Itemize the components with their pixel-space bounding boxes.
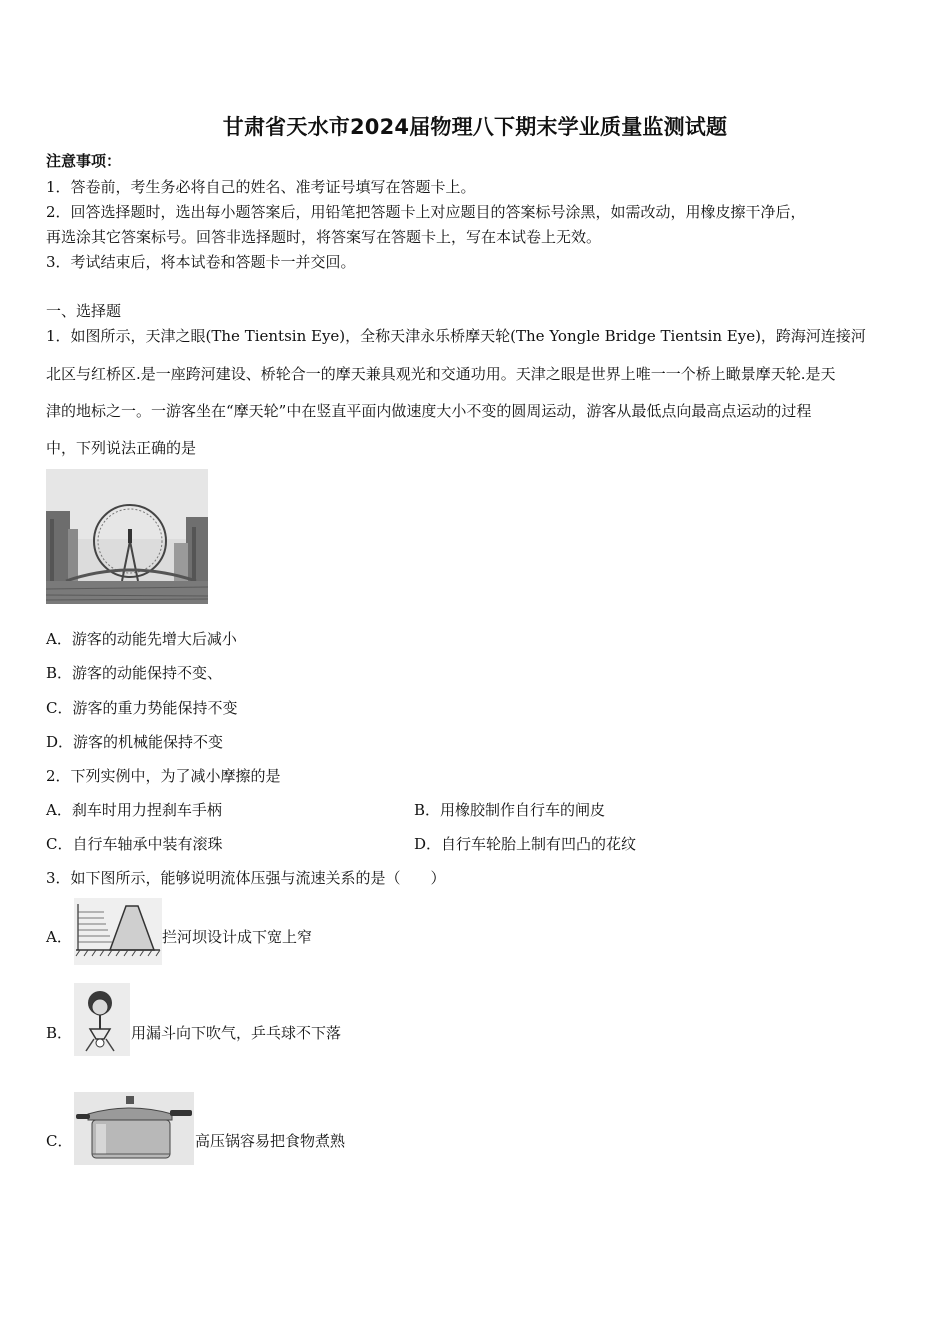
question-3-option-a-text: 拦河坝设计成下宽上窄: [162, 928, 313, 946]
tianjin-eye-photo: [46, 469, 208, 604]
question-3-option-c-text: 高压锅容易把食物煮熟: [195, 1132, 346, 1150]
question-3-option-b-text: 用漏斗向下吹气，乒乓球不下落: [131, 1024, 342, 1042]
question-3-option-c-label: C．: [46, 1132, 73, 1150]
question-2-option-d: D．自行车轮胎上制有凹凸的花纹: [414, 835, 637, 853]
question-2-option-b: B．用橡胶制作自行车的闸皮: [414, 801, 606, 819]
pressure-cooker-image: [74, 1092, 194, 1165]
question-1-line: 1．如图所示，天津之眼(The Tientsin Eye)，全称天津永乐桥摩天轮(The Yongle Bridge Tientsin Eye)，跨海河连接河: [46, 327, 866, 345]
notice-item: 再选涂其它答案标号。回答非选择题时，将答案写在答题卡上，写在本试卷上无效。: [46, 228, 602, 246]
question-1-option-c: C．游客的重力势能保持不变: [46, 699, 238, 717]
notice-heading: 注意事项：: [46, 152, 122, 170]
question-1-line: 津的地标之一。一游客坐在“摩天轮”中在竖直平面内做速度大小不变的圆周运动，游客从最低点向最高点运动的过程: [46, 402, 812, 420]
question-1-option-b: B．游客的动能保持不变、: [46, 664, 223, 682]
question-2-stem: 2．下列实例中，为了减小摩擦的是: [46, 767, 281, 785]
question-3-option-b-label: B．: [46, 1024, 73, 1042]
dam-image: [74, 898, 162, 965]
section-heading: 一、选择题: [46, 302, 122, 320]
notice-item: 1．答卷前，考生务必将自己的姓名、准考证号填写在答题卡上。: [46, 178, 476, 196]
notice-item: 2．回答选择题时，选出每小题答案后，用铅笔把答题卡上对应题目的答案标号涂黑，如需改动，用橡皮擦干净后，: [46, 203, 806, 221]
question-1-line: 中，下列说法正确的是: [46, 439, 197, 457]
question-1-option-a: A．游客的动能先增大后减小: [46, 630, 237, 648]
question-3-stem: 3．如下图所示，能够说明流体压强与流速关系的是（ ）: [46, 869, 446, 887]
page-title: 甘肃省天水市2024届物理八下期末学业质量监测试题: [222, 115, 728, 139]
funnel-blowing-image: [74, 983, 130, 1056]
notice-item: 3．考试结束后，将本试卷和答题卡一并交回。: [46, 253, 356, 271]
question-2-option-a: A．刹车时用力捏刹车手柄: [46, 801, 222, 819]
question-1-option-d: D．游客的机械能保持不变: [46, 733, 224, 751]
question-3-option-a-label: A．: [46, 928, 72, 946]
question-2-option-c: C．自行车轴承中装有滚珠: [46, 835, 223, 853]
question-1-line: 北区与红桥区.是一座跨河建设、桥轮合一的摩天兼具观光和交通功用。天津之眼是世界上唯一一个桥上瞰景摩天轮.是天: [46, 365, 836, 383]
